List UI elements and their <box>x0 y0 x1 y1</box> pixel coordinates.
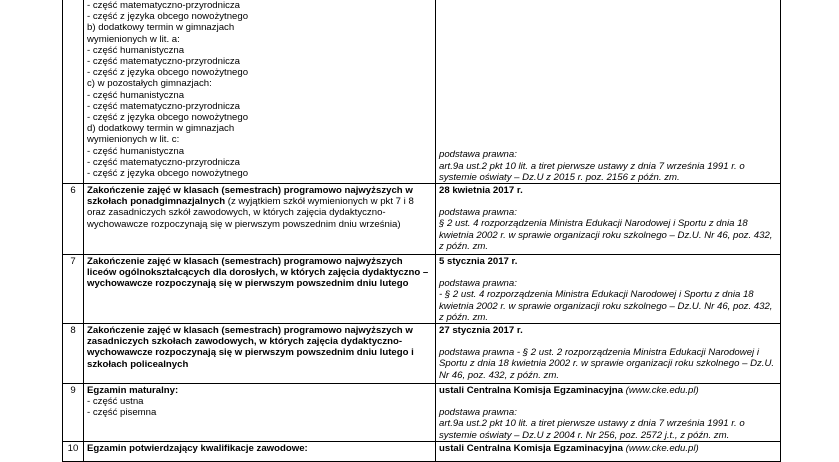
table-row <box>63 184 781 255</box>
list-item: wymienionych w lit. a: <box>87 33 180 45</box>
table-row <box>63 0 781 184</box>
list-item: wymienionych w lit. c: <box>87 134 180 146</box>
list-item: - część matematyczno-przyrodnicza <box>87 56 241 68</box>
authority-text: ustali Centralna Komisja Egzaminacyjna <box>439 442 623 454</box>
row-title: Egzamin maturalny: <box>87 385 179 397</box>
row-title: Zakończenie zajęć w klasach (semestrach) programowo najwyższych w szkołach ponadgimnazjalnych <box>87 185 413 208</box>
authority-text: ustali Centralna Komisja Egzaminacyjna <box>439 385 623 397</box>
legal-basis-text: § 2 ust. 2 rozporządzenia Ministra Edukacji Narodowej i Sportu z dnia 18 kwietnia 2002 r. w sprawie organizacji roku szkolnego – Dz.U. Nr 46, poz. 432, z późn. zm. <box>439 347 775 381</box>
row-details <box>436 441 781 461</box>
list-item: - część humanistyczna <box>87 145 185 157</box>
row-date: 28 kwietnia 2017 r. <box>439 185 523 196</box>
legal-basis-label: podstawa prawna: <box>439 278 517 290</box>
list-item: - część matematyczno-przyrodnicza <box>87 156 241 168</box>
row-number: 9 <box>63 384 84 442</box>
list-item: - część ustna <box>87 396 144 408</box>
list-item: c) w pozostałych gimnazjach: <box>87 78 212 90</box>
row-details <box>436 384 781 442</box>
row-number: 8 <box>63 324 84 384</box>
schedule-table <box>62 0 781 462</box>
row-title: Zakończenie zajęć w klasach (semestrach) programowo najwyższych liceów ogólnokształcących dla dorosłych, w których zajęcia dydaktyczno – wychowawcze rozpoczynają się w pierwszym powszednim dniu lutego <box>87 256 429 290</box>
legal-basis-label: podstawa prawna: <box>439 407 517 419</box>
row-number: 6 <box>63 184 84 255</box>
row-number: 7 <box>63 255 84 324</box>
legal-basis-text: art.9a ust.2 pkt 10 lit. a tiret pierwsze ustawy z dnia 7 września 1991 r. o systemie oświaty – Dz.U z 2004 r. Nr 256, poz. 2572 j.t., z późn. zm. <box>439 418 745 441</box>
list-item: - część z języka obcego nowożytnego <box>87 67 249 79</box>
list-item: - część z języka obcego nowożytnego <box>87 11 249 23</box>
list-item: - część z języka obcego nowożytnego <box>87 168 249 180</box>
legal-basis-text: § 2 ust. 4 rozporządzenia Ministra Edukacji Narodowej i Sportu z dnia 18 kwietnia 2002 r. w sprawie organizacji roku szkolnego – Dz.U. Nr 46, poz. 432, z późn. zm. <box>439 218 773 252</box>
row-description <box>84 0 436 184</box>
list-item: - część matematyczno-przyrodnicza <box>87 0 241 11</box>
row-details <box>436 0 781 184</box>
legal-basis-label: podstawa prawna - <box>439 347 523 359</box>
table-row <box>63 384 781 442</box>
row-description <box>84 324 436 384</box>
row-description <box>84 384 436 442</box>
row-description <box>84 441 436 461</box>
row-description <box>84 184 436 255</box>
row-description <box>84 255 436 324</box>
cke-link[interactable]: (www.cke.edu.pl) <box>622 442 699 454</box>
list-item: - część z języka obcego nowożytnego <box>87 112 249 124</box>
row-date: 5 stycznia 2017 r. <box>439 256 518 267</box>
list-item: - część humanistyczna <box>87 44 185 56</box>
list-item: d) dodatkowy termin w gimnazjach <box>87 123 235 135</box>
legal-basis-text: art.9a ust.2 pkt 10 lit. a tiret pierwsze ustawy z dnia 7 września 1991 r. o systemie oświaty – Dz.U z 2015 r. poz. 2156 z późn. zm. <box>439 160 745 183</box>
table-row <box>63 324 781 384</box>
row-details <box>436 184 781 255</box>
table-row <box>63 255 781 324</box>
list-item: - część humanistyczna <box>87 89 185 101</box>
cke-link[interactable]: (www.cke.edu.pl) <box>622 385 699 397</box>
legal-basis-text: - § 2 ust. 4 rozporządzenia Ministra Edukacji Narodowej i Sportu z dnia 18 kwietnia 2002 r. w sprawie organizacji roku szkolnego – Dz.U. Nr 46, poz. 432, z późn. zm. <box>439 289 773 323</box>
table-row <box>63 441 781 461</box>
row-details <box>436 324 781 384</box>
row-date: 27 stycznia 2017 r. <box>439 325 523 337</box>
row-note: (z wyjątkiem szkół wymienionych w pkt 7 i 8 oraz zasadniczych szkół zawodowych, w których zajęcia dydaktyczno-wychowawcze rozpoczynają się w pierwszym powszednim dniu września) <box>87 196 414 230</box>
legal-basis-label: podstawa prawna: <box>439 149 517 161</box>
legal-basis-label: podstawa prawna: <box>439 207 517 219</box>
row-number: 10 <box>63 441 84 461</box>
row-title: Egzamin potwierdzający kwalifikacje zawodowe: <box>87 442 308 454</box>
row-details <box>436 255 781 324</box>
list-item: - część pisemna <box>87 407 157 419</box>
list-item: - część matematyczno-przyrodnicza <box>87 100 241 112</box>
row-number <box>63 0 84 184</box>
list-item: b) dodatkowy termin w gimnazjach <box>87 22 235 34</box>
row-title: Zakończenie zajęć w klasach (semestrach) programowo najwyższych w zasadniczych szkołach zawodowych, w których zajęcia dydaktyczno-wychowawcze rozpoczynają się w pierwszym powszednim dniu lutego i szkołach policealnych <box>87 325 414 370</box>
